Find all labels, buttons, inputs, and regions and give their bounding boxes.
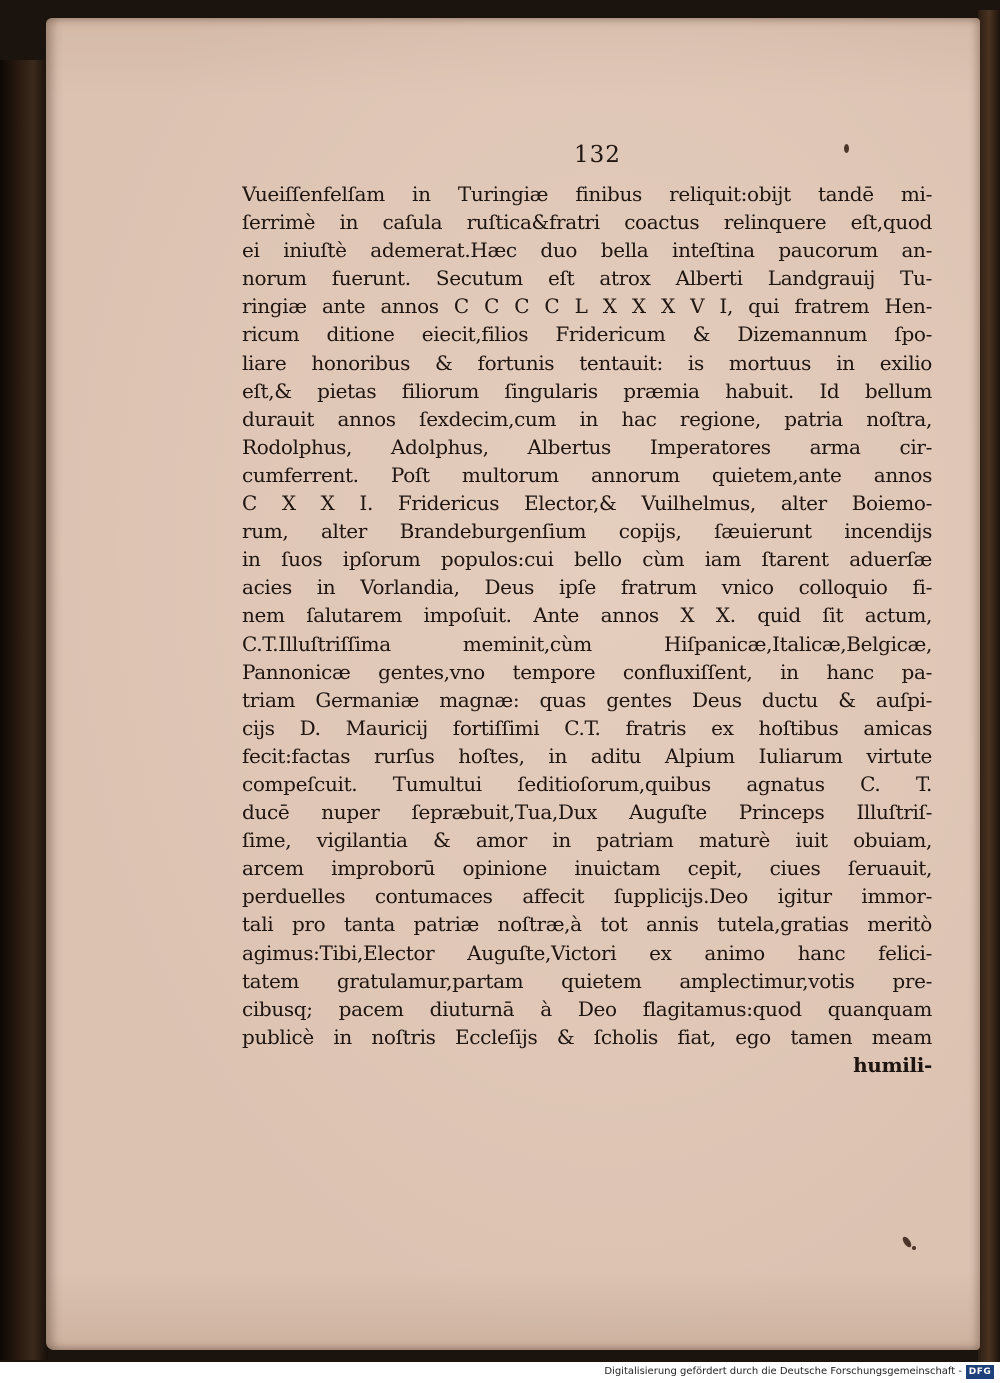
text-line: cumferrent. Poſt multorum annorum quietem,ante annos: [242, 462, 932, 487]
text-line: Pannonicæ gentes,vno tempore confluxiſſent, in hanc pa-: [242, 659, 932, 684]
text-line: tali pro tanta patriæ noſtræ,à tot annis tutela,gratias meritò: [242, 912, 932, 937]
text-line: agimus:Tibi,Elector Auguſte,Victori ex animo hanc felici-: [242, 940, 932, 965]
text-line: ducē nuper ſepræbuit,Tua,Dux Auguſte Princeps Illuſtriſ-: [242, 800, 932, 825]
text-line: nem ſalutarem impoſuit. Ante annos X X. quid ſit actum,: [242, 603, 932, 628]
text-line: in ſuos ipſorum populos:cui bello cùm iam ſtarent aduerſæ: [242, 547, 932, 572]
text-line: Vueiſſenfelſam in Turingiæ finibus reliquit:obijt tandē mi-: [242, 182, 932, 206]
dfg-logo: DFG: [966, 1365, 994, 1379]
text-line: eſt,& pietas filiorum ſingularis præmia habuit. Id bellum: [242, 378, 932, 403]
text-line: triam Germaniæ magnæ: quas gentes Deus ductu & auſpi-: [242, 687, 932, 712]
text-line: norum fuerunt. Secutum eſt atrox Alberti Landgrauij Tu-: [242, 266, 932, 291]
book-right-edge: [978, 10, 1000, 1362]
page-number: 132: [574, 142, 621, 168]
text-line: ei iniuſtè ademerat.Hæc duo bella inteſtina paucorum an-: [242, 238, 932, 263]
text-line: humili-: [853, 1052, 932, 1077]
text-line: C X X I. Fridericus Elector,& Vuilhelmus, alter Boiemo-: [242, 491, 932, 516]
text-line: C.T.Illuſtriſſima meminit,cùm Hiſpanicæ,Italicæ,Belgicæ,: [242, 631, 932, 656]
text-line: liare honoribus & fortunis tentauit: is mortuus in exilio: [242, 350, 932, 375]
body-text: [242, 180, 932, 1079]
text-line: rum, alter Brandeburgenſium copijs, ſæuierunt incendijs: [242, 519, 932, 544]
text-line: cijs D. Mauricij fortiſſimi C.T. fratris ex hoſtibus amicas: [242, 715, 932, 740]
text-line: ringiæ ante annos C C C C L X X X V I, qui fratrem Hen-: [242, 294, 932, 319]
text-line: cibusq; pacem diuturnā à Deo flagitamus:quod quanquam: [242, 996, 932, 1021]
text-line: Rodolphus, Adolphus, Albertus Imperatores arma cir-: [242, 434, 932, 459]
footer-bar: [0, 1362, 1000, 1383]
text-line: acies in Vorlandia, Deus ipſe fratrum vnico colloquio fi-: [242, 575, 932, 600]
text-line: ricum ditione eiecit,filios Fridericum & Dizemannum ſpo-: [242, 322, 932, 347]
book-spine-edge: [0, 60, 48, 1360]
text-line: publicè in noſtris Eccleſijs & ſcholis fiat, ego tamen meam: [242, 1024, 932, 1049]
text-line: ſime, vigilantia & amor in patriam maturè iuit obuiam,: [242, 828, 932, 853]
text-line: compeſcuit. Tumultui ſeditioſorum,quibus agnatus C. T.: [242, 771, 932, 796]
text-line: durauit annos ſexdecim,cum in hac regione, patria noſtra,: [242, 406, 932, 431]
text-line: arcem improborū opinione inuictam cepit, ciues ſeruauit,: [242, 856, 932, 881]
text-line: ſerrimè in caſula ruſtica&fratri coactus relinquere eſt,quod: [242, 210, 932, 235]
text-line: fecit:factas rurſus hoſtes, in aditu Alpium Iuliarum virtute: [242, 743, 932, 768]
paper-speck: [844, 144, 849, 153]
text-line: perduelles contumaces affecit ſupplicijs.Deo igitur immor-: [242, 884, 932, 909]
paper-speck: [912, 1246, 916, 1250]
text-line: tatem gratulamur,partam quietem amplectimur,votis pre-: [242, 968, 932, 993]
funding-notice: Digitalisierung gefördert durch die Deutsche Forschungsgemeinschaft -: [604, 1366, 962, 1377]
